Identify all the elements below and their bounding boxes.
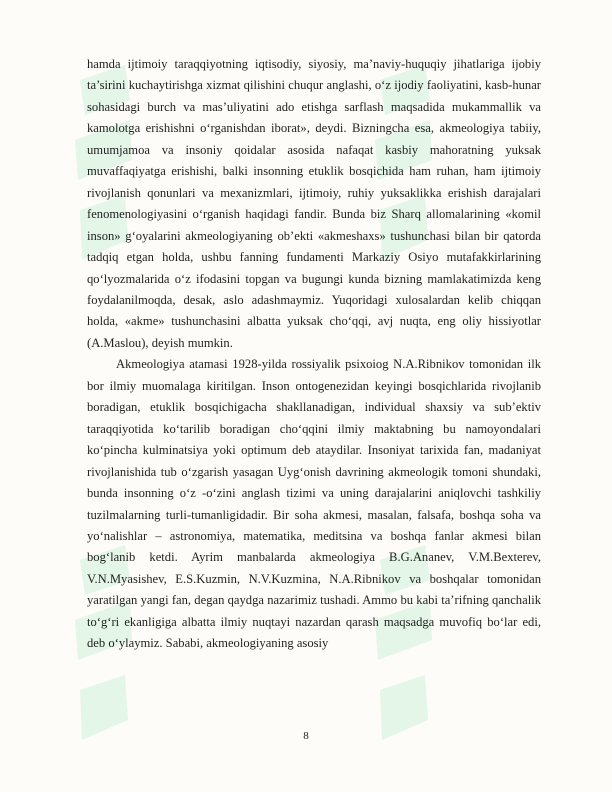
body-paragraph: hamda ijtimoiy taraqqiyotning iqtisodiy, siyosiy, ma’naviy-huquqiy jihatlariga ijobiy ta’sirini kuchaytirishga xizmat qilishini chuqur anglashi, o‘z ijodiy faoliyatini, kasb-hunar sohasidagi burch va mas’uliyatini ado etishga sarflash maqsadida mukammallik va kamolotga erishishni o‘rganishdan iborat», deydi. Bizningcha esa, akmeologiya tabiiy, umumjamoa va insoniy qoidalar asosida nafaqat kasbiy mahoratning yuksak muvaffaqiyatga erishishi, balki insonning etuklik bosqichida ham ruhan, ham ijtimoiy rivojlanish qonunlari va mexanizmlari, ijtimoiy, ruhiy yuksaklikka erishish darajalari fenomenologiyasini o‘rganish haqidagi fandir. Bunda biz Sharq allomalarining «komil inson» g‘oyalarini akmeologiyaning ob’ekti «akmeshaxs» tushunchasi bilan bir qatorda tadqiq etgan holda, ushbu fanning fundamenti Markaziy Osiyo mutafakkirlarining qo‘lyozmalarida o‘z ifodasini topgan va bugungi kunda bizning mamlakatimizda keng foydalanilmoqda, desak, aslo adashmaymiz. Yuqoridagi xulosalardan kelib chiqqan holda, «akme» tushunchasini albatta yuksak cho‘qqi, avj nuqta, eng oliy hissiyotlar (A.Maslou), deyish mumkin. bbox=[87, 57, 541, 350]
page-number: 8 bbox=[303, 730, 309, 742]
body-paragraph: Akmeologiya atamasi 1928-yilda rossiyalik psixoiog N.A.Ribnikov tomonidan ilk bor ilmiy muomalaga kiritilgan. Inson ontogenezidan keyingi bosqichlarida rivojlanib boradigan, etuklik bosqichigacha shakllanadigan, individual shaxsiy va sub’ektiv taraqqiyotida ko‘tarilib boradigan cho‘qqini ilmiy maktabning bu namoyondalari ko‘pincha kulminatsiya yoki optimum deb ataydilar. Insoniyat tarixida fan, madaniyat rivojlanishida tub o‘zgarish yasagan Uyg‘onish davrining akmeologik tomoni shundaki, bunda insonning o‘z -o‘zini anglash tizimi va uning darajalarini aniqlovchi tashkiliy tuzilmalarning turli-tumanligidadir. Bir soha akmesi, masalan, falsafa, boshqa soha va yo‘nalishlar – astronomiya, matematika, meditsina va boshqa fanlar akmesi bilan bog‘lanib ketdi. Ayrim manbalarda akmeologiya B.G.Ananev, V.M.Bexterev, V.N.Myasishev, E.S.Kuzmin, N.V.Kuzmina, N.A.Ribnikov va boshqalar tomonidan yaratilgan yangi fan, degan qaydga nazarimiz tushadi. Ammo bu kabi ta’rifning qanchalik to‘g‘ri ekanligiga albatta ilmiy nuqtayi nazardan qarash maqsadga muvofiq bo‘lar edi, deb o‘ylaymiz. Sababi, akmeologiyaning asosiy bbox=[87, 357, 541, 651]
page-body bbox=[87, 54, 541, 655]
